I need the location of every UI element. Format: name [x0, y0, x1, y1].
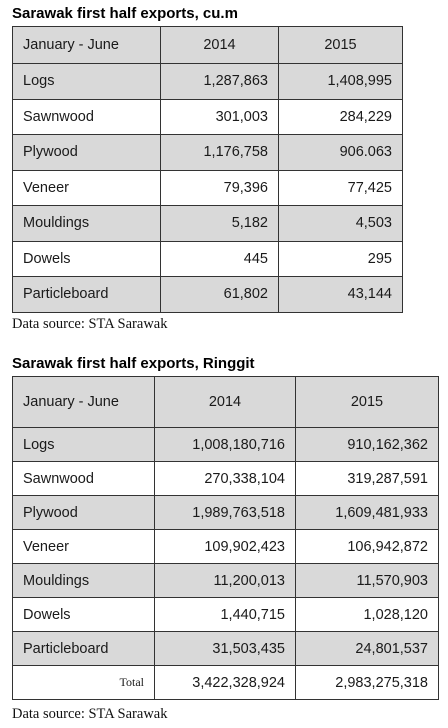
exports-volume-table: [12, 26, 403, 313]
value-2014: 1,287,863: [161, 64, 279, 100]
table-row-mouldings: [13, 564, 439, 598]
header-year-2015: 2015: [279, 27, 403, 64]
row-label: Logs: [13, 428, 155, 462]
value-2014: 270,338,104: [155, 462, 296, 496]
row-label: Plywood: [13, 496, 155, 530]
table-total-row: [13, 666, 439, 700]
header-year-2014: 2014: [155, 377, 296, 428]
table-row-veneer: [13, 170, 403, 206]
row-label: Plywood: [13, 135, 161, 171]
value-2015: 284,229: [279, 99, 403, 135]
exports-value-table: [12, 376, 439, 700]
header-period: January - June: [13, 377, 155, 428]
row-label: Dowels: [13, 241, 161, 277]
table-row-sawnwood: [13, 462, 439, 496]
value-2015: 1,028,120: [296, 598, 439, 632]
total-label: Total: [13, 666, 155, 700]
header-year-2014: 2014: [161, 27, 279, 64]
header-year-2015: 2015: [296, 377, 439, 428]
table-header-row: [13, 27, 403, 64]
value-2015: 906.063: [279, 135, 403, 171]
value-2014: 1,989,763,518: [155, 496, 296, 530]
table-row-dowels: [13, 241, 403, 277]
table-row-sawnwood: [13, 99, 403, 135]
table1-title: Sarawak first half exports, cu.m: [12, 5, 238, 22]
table-row-logs: [13, 428, 439, 462]
value-2015: 4,503: [279, 206, 403, 242]
row-label: Veneer: [13, 530, 155, 564]
value-2014: 11,200,013: [155, 564, 296, 598]
value-2014: 1,176,758: [161, 135, 279, 171]
table2-source-note: Data source: STA Sarawak: [12, 706, 168, 722]
row-label: Mouldings: [13, 206, 161, 242]
table-row-particleboard: [13, 632, 439, 666]
row-label: Particleboard: [13, 632, 155, 666]
value-2014: 301,003: [161, 99, 279, 135]
table-row-veneer: [13, 530, 439, 564]
value-2015: 43,144: [279, 277, 403, 313]
value-2015: 11,570,903: [296, 564, 439, 598]
value-2014: 5,182: [161, 206, 279, 242]
row-label: Particleboard: [13, 277, 161, 313]
value-2015: 319,287,591: [296, 462, 439, 496]
table-header-row: [13, 377, 439, 428]
table1-source-note: Data source: STA Sarawak: [12, 316, 168, 332]
value-2014: 109,902,423: [155, 530, 296, 564]
table-row-plywood: [13, 135, 403, 171]
value-2015: 910,162,362: [296, 428, 439, 462]
row-label: Sawnwood: [13, 462, 155, 496]
value-2014: 79,396: [161, 170, 279, 206]
row-label: Dowels: [13, 598, 155, 632]
value-2014: 445: [161, 241, 279, 277]
value-2014: 1,008,180,716: [155, 428, 296, 462]
row-label: Sawnwood: [13, 99, 161, 135]
value-2015: 77,425: [279, 170, 403, 206]
value-2015: 1,609,481,933: [296, 496, 439, 530]
header-period: January - June: [13, 27, 161, 64]
total-2014: 3,422,328,924: [155, 666, 296, 700]
value-2014: 61,802: [161, 277, 279, 313]
row-label: Mouldings: [13, 564, 155, 598]
table-row-logs: [13, 64, 403, 100]
table-row-plywood: [13, 496, 439, 530]
value-2014: 1,440,715: [155, 598, 296, 632]
table2-title: Sarawak first half exports, Ringgit: [12, 355, 255, 372]
value-2015: 106,942,872: [296, 530, 439, 564]
table-row-particleboard: [13, 277, 403, 313]
table-row-mouldings: [13, 206, 403, 242]
row-label: Logs: [13, 64, 161, 100]
value-2015: 1,408,995: [279, 64, 403, 100]
row-label: Veneer: [13, 170, 161, 206]
value-2014: 31,503,435: [155, 632, 296, 666]
value-2015: 295: [279, 241, 403, 277]
total-2015: 2,983,275,318: [296, 666, 439, 700]
table-row-dowels: [13, 598, 439, 632]
value-2015: 24,801,537: [296, 632, 439, 666]
